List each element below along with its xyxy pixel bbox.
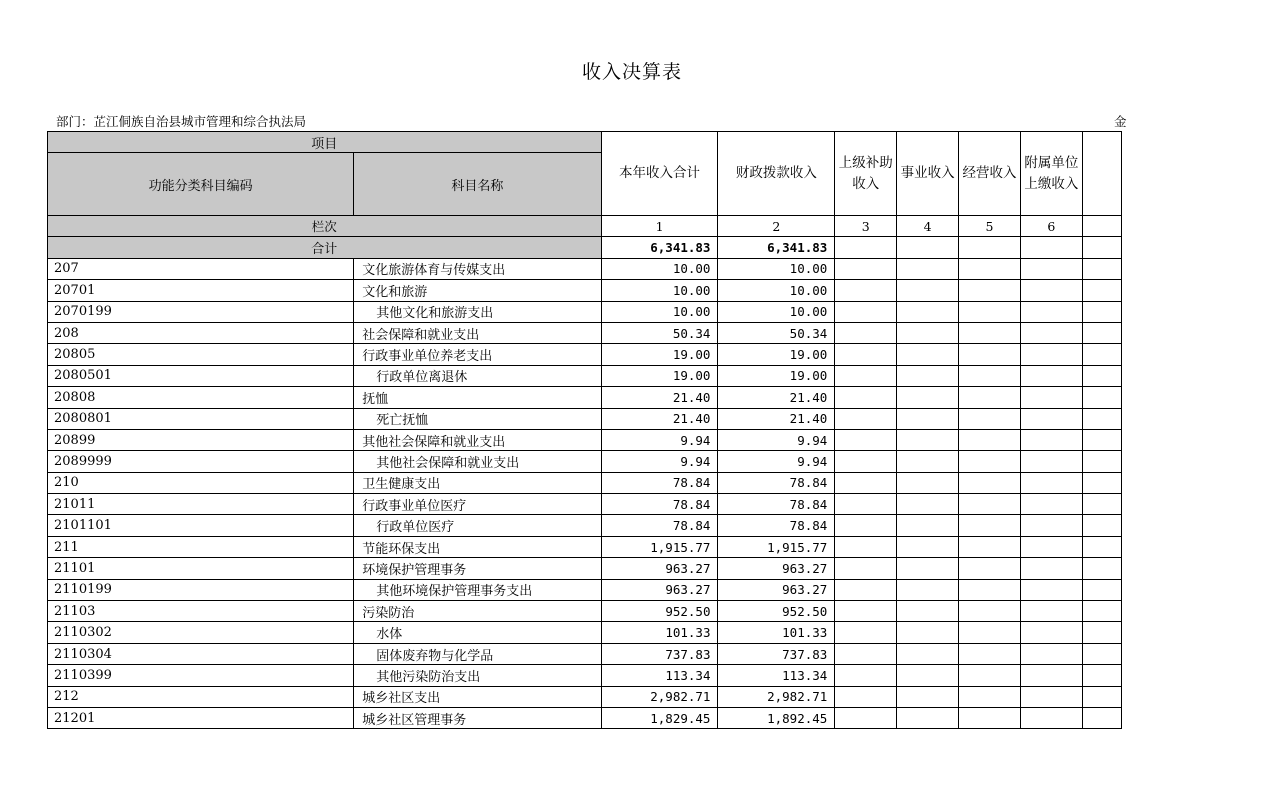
table-row [48,622,1122,643]
table-row [48,429,1122,450]
table-row [48,686,1122,707]
empty-cell [835,258,897,279]
subject-name: 社会保障和就业支出 [354,322,601,343]
subject-code: 21011 [48,494,354,515]
empty-cell [897,365,959,386]
empty-cell [959,429,1021,450]
empty-cell [897,344,959,365]
fiscal-income-cell: 10.00 [718,301,835,322]
empty-cell [1020,344,1082,365]
subject-code: 2101101 [48,515,354,536]
empty-cell [897,579,959,600]
empty-cell [1082,365,1121,386]
empty-cell [897,258,959,279]
subject-name: 卫生健康支出 [354,472,601,493]
fiscal-income-cell: 10.00 [718,280,835,301]
fiscal-income-cell: 963.27 [718,558,835,579]
code-header: 功能分类科目编码 [48,153,354,216]
empty-cell [1082,258,1121,279]
empty-cell [835,665,897,686]
empty-cell [897,472,959,493]
empty-cell [835,365,897,386]
col-number: 1 [601,216,718,237]
empty-cell [959,387,1021,408]
empty-cell [1020,494,1082,515]
fiscal-income-cell: 21.40 [718,387,835,408]
total-income-cell: 10.00 [601,280,718,301]
subject-code: 20899 [48,429,354,450]
empty-cell [1020,558,1082,579]
empty-cell [959,301,1021,322]
empty-cell [835,344,897,365]
subject-code: 2070199 [48,301,354,322]
empty-cell [959,494,1021,515]
subject-code: 210 [48,472,354,493]
table-row [48,344,1122,365]
empty-cell [897,387,959,408]
subject-code: 207 [48,258,354,279]
empty-cell [1082,579,1121,600]
table-row [48,494,1122,515]
table-row [48,280,1122,301]
table-row [48,558,1122,579]
table-row [48,665,1122,686]
empty-cell [959,686,1021,707]
table-row [48,536,1122,557]
subject-code: 212 [48,686,354,707]
empty-cell [835,429,897,450]
total-row [48,237,1122,258]
subject-name: 行政事业单位养老支出 [354,344,601,365]
total-fiscal-value: 6,341.83 [718,237,835,258]
subject-name: 其他文化和旅游支出 [354,301,601,322]
subject-code: 2080501 [48,365,354,386]
empty-cell [1020,237,1082,258]
total-label: 合计 [48,237,602,258]
empty-cell [1020,387,1082,408]
empty-cell [1082,515,1121,536]
unit-label: 金 [1114,114,1127,129]
project-header: 项目 [48,132,602,153]
subject-name: 环境保护管理事务 [354,558,601,579]
table-body [48,132,1122,729]
table-row [48,387,1122,408]
subject-code: 2110304 [48,643,354,664]
fiscal-income-cell: 9.94 [718,451,835,472]
total-income-cell: 19.00 [601,344,718,365]
col-number: 6 [1020,216,1082,237]
subject-name: 抚恤 [354,387,601,408]
empty-cell [897,451,959,472]
subject-code: 20805 [48,344,354,365]
empty-cell [835,472,897,493]
empty-cell [1082,643,1121,664]
subject-name: 其他污染防治支出 [354,665,601,686]
fiscal-header: 财政拨款收入 [718,132,835,216]
empty-cell [897,558,959,579]
total-income-cell: 113.34 [601,665,718,686]
table-row [48,258,1122,279]
empty-cell [897,665,959,686]
empty-cell [897,322,959,343]
total-income-cell: 737.83 [601,643,718,664]
department-label: 部门：芷江侗族自治县城市管理和综合执法局 [56,114,307,129]
empty-cell [1082,322,1121,343]
col-number: 3 [835,216,897,237]
empty-cell [835,387,897,408]
subject-name: 行政事业单位医疗 [354,494,601,515]
empty-cell [835,536,897,557]
subject-name: 文化和旅游 [354,280,601,301]
empty-cell [1020,280,1082,301]
empty-cell [835,494,897,515]
table-row [48,601,1122,622]
subject-name: 行政单位医疗 [354,515,601,536]
subject-code: 21103 [48,601,354,622]
empty-cell [1020,515,1082,536]
subject-code: 211 [48,536,354,557]
empty-cell [835,451,897,472]
empty-cell [897,707,959,728]
subject-name: 污染防治 [354,601,601,622]
empty-cell [835,515,897,536]
empty-cell [959,536,1021,557]
fiscal-income-cell: 963.27 [718,579,835,600]
empty-cell [835,408,897,429]
superior-header: 上级补助收入 [835,132,897,216]
empty-cell [1020,665,1082,686]
empty-cell [1082,387,1121,408]
empty-cell [897,280,959,301]
subject-name: 文化旅游体育与传媒支出 [354,258,601,279]
subject-name: 死亡抚恤 [354,408,601,429]
empty-cell [1020,322,1082,343]
table-row [48,643,1122,664]
empty-cell [959,237,1021,258]
total-income-cell: 78.84 [601,494,718,515]
empty-cell [1082,472,1121,493]
empty-cell [897,515,959,536]
fiscal-income-cell: 21.40 [718,408,835,429]
empty-cell [1020,301,1082,322]
empty-cell [1082,408,1121,429]
empty-cell [1020,472,1082,493]
empty-cell [959,643,1021,664]
empty-cell [835,686,897,707]
empty-cell [1020,686,1082,707]
empty-cell [1082,494,1121,515]
col-number: 4 [897,216,959,237]
column-index-label: 栏次 [48,216,602,237]
empty-cell [835,280,897,301]
page-title: 收入决算表 [581,61,682,83]
operating-header: 经营收入 [959,132,1021,216]
fiscal-income-cell: 2,982.71 [718,686,835,707]
business-header: 事业收入 [897,132,959,216]
empty-cell [959,665,1021,686]
empty-cell [1020,408,1082,429]
subject-name: 其他社会保障和就业支出 [354,451,601,472]
empty-cell [959,280,1021,301]
total-income-cell: 10.00 [601,258,718,279]
affiliated-header: 附属单位上缴收入 [1020,132,1082,216]
total-income-cell: 2,982.71 [601,686,718,707]
empty-cell [959,322,1021,343]
table-row [48,408,1122,429]
total-income-cell: 21.40 [601,387,718,408]
empty-cell [1082,707,1121,728]
subject-name: 其他环境保护管理事务支出 [354,579,601,600]
subject-code: 20808 [48,387,354,408]
empty-cell [897,301,959,322]
fiscal-income-cell: 1,892.45 [718,707,835,728]
fiscal-income-cell: 737.83 [718,643,835,664]
total-income-cell: 9.94 [601,429,718,450]
subject-code: 21201 [48,707,354,728]
total-income-cell: 78.84 [601,515,718,536]
empty-cell [1082,451,1121,472]
empty-cell [1082,216,1121,237]
total-income-cell: 50.34 [601,322,718,343]
subject-name: 其他社会保障和就业支出 [354,429,601,450]
fiscal-income-cell: 19.00 [718,365,835,386]
empty-cell [1082,344,1121,365]
empty-cell [959,515,1021,536]
fiscal-income-cell: 101.33 [718,622,835,643]
fiscal-income-cell: 78.84 [718,494,835,515]
empty-cell [897,686,959,707]
table-row [48,301,1122,322]
total-income-cell: 1,829.45 [601,707,718,728]
empty-cell [1020,429,1082,450]
total-income-cell: 952.50 [601,601,718,622]
income-table [47,131,1122,729]
table-row [48,365,1122,386]
total-income-cell: 9.94 [601,451,718,472]
empty-cell [959,579,1021,600]
empty-cell [1020,643,1082,664]
fiscal-income-cell: 1,915.77 [718,536,835,557]
total-income-cell: 963.27 [601,579,718,600]
subject-code: 21101 [48,558,354,579]
fiscal-income-cell: 78.84 [718,472,835,493]
subject-name: 水体 [354,622,601,643]
total-income-cell: 1,915.77 [601,536,718,557]
empty-cell [1020,536,1082,557]
total-income-cell: 21.40 [601,408,718,429]
subject-code: 2080801 [48,408,354,429]
empty-cell [897,408,959,429]
empty-cell [835,558,897,579]
empty-cell [897,429,959,450]
empty-cell [1082,558,1121,579]
empty-cell [959,622,1021,643]
empty-cell [835,301,897,322]
empty-cell [835,237,897,258]
empty-cell [835,643,897,664]
subject-code: 2089999 [48,451,354,472]
empty-cell [1020,707,1082,728]
subject-code: 2110199 [48,579,354,600]
table-row [48,451,1122,472]
empty-cell [959,472,1021,493]
total-income-header: 本年收入合计 [601,132,718,216]
total-income-cell: 101.33 [601,622,718,643]
empty-cell [959,707,1021,728]
subject-name: 行政单位离退休 [354,365,601,386]
empty-cell [1020,365,1082,386]
empty-cell [959,258,1021,279]
empty-cell [959,451,1021,472]
empty-cell [835,622,897,643]
empty-cell [1020,258,1082,279]
total-income-value: 6,341.83 [601,237,718,258]
total-income-cell: 10.00 [601,301,718,322]
empty-cell [959,408,1021,429]
table-row [48,515,1122,536]
col-number: 2 [718,216,835,237]
empty-cell [897,536,959,557]
empty-cell [1082,622,1121,643]
fiscal-income-cell: 9.94 [718,429,835,450]
empty-cell [1020,579,1082,600]
subject-code: 2110399 [48,665,354,686]
empty-cell [1082,665,1121,686]
table-row [48,579,1122,600]
fiscal-income-cell: 19.00 [718,344,835,365]
overflow-header [1082,132,1121,216]
subject-code: 208 [48,322,354,343]
empty-cell [897,237,959,258]
table-row [48,707,1122,728]
empty-cell [1020,451,1082,472]
subject-name: 节能环保支出 [354,536,601,557]
empty-cell [835,601,897,622]
empty-cell [1082,280,1121,301]
table-row [48,322,1122,343]
empty-cell [835,579,897,600]
empty-cell [1082,429,1121,450]
total-income-cell: 963.27 [601,558,718,579]
name-header: 科目名称 [354,153,601,216]
empty-cell [1082,601,1121,622]
empty-cell [1082,536,1121,557]
empty-cell [959,558,1021,579]
empty-cell [1020,601,1082,622]
empty-cell [1082,237,1121,258]
subject-name: 城乡社区管理事务 [354,707,601,728]
fiscal-income-cell: 952.50 [718,601,835,622]
empty-cell [835,707,897,728]
table-row [48,472,1122,493]
total-income-cell: 78.84 [601,472,718,493]
empty-cell [959,601,1021,622]
fiscal-income-cell: 113.34 [718,665,835,686]
fiscal-income-cell: 78.84 [718,515,835,536]
subject-name: 城乡社区支出 [354,686,601,707]
empty-cell [1082,686,1121,707]
subject-code: 20701 [48,280,354,301]
empty-cell [959,365,1021,386]
empty-cell [897,494,959,515]
empty-cell [959,344,1021,365]
empty-cell [1020,622,1082,643]
subject-name: 固体废弃物与化学品 [354,643,601,664]
column-index-row [48,216,1122,237]
fiscal-income-cell: 10.00 [718,258,835,279]
fiscal-income-cell: 50.34 [718,322,835,343]
empty-cell [835,322,897,343]
col-number: 5 [959,216,1021,237]
empty-cell [897,643,959,664]
total-income-cell: 19.00 [601,365,718,386]
empty-cell [897,601,959,622]
subject-code: 2110302 [48,622,354,643]
empty-cell [1082,301,1121,322]
empty-cell [897,622,959,643]
